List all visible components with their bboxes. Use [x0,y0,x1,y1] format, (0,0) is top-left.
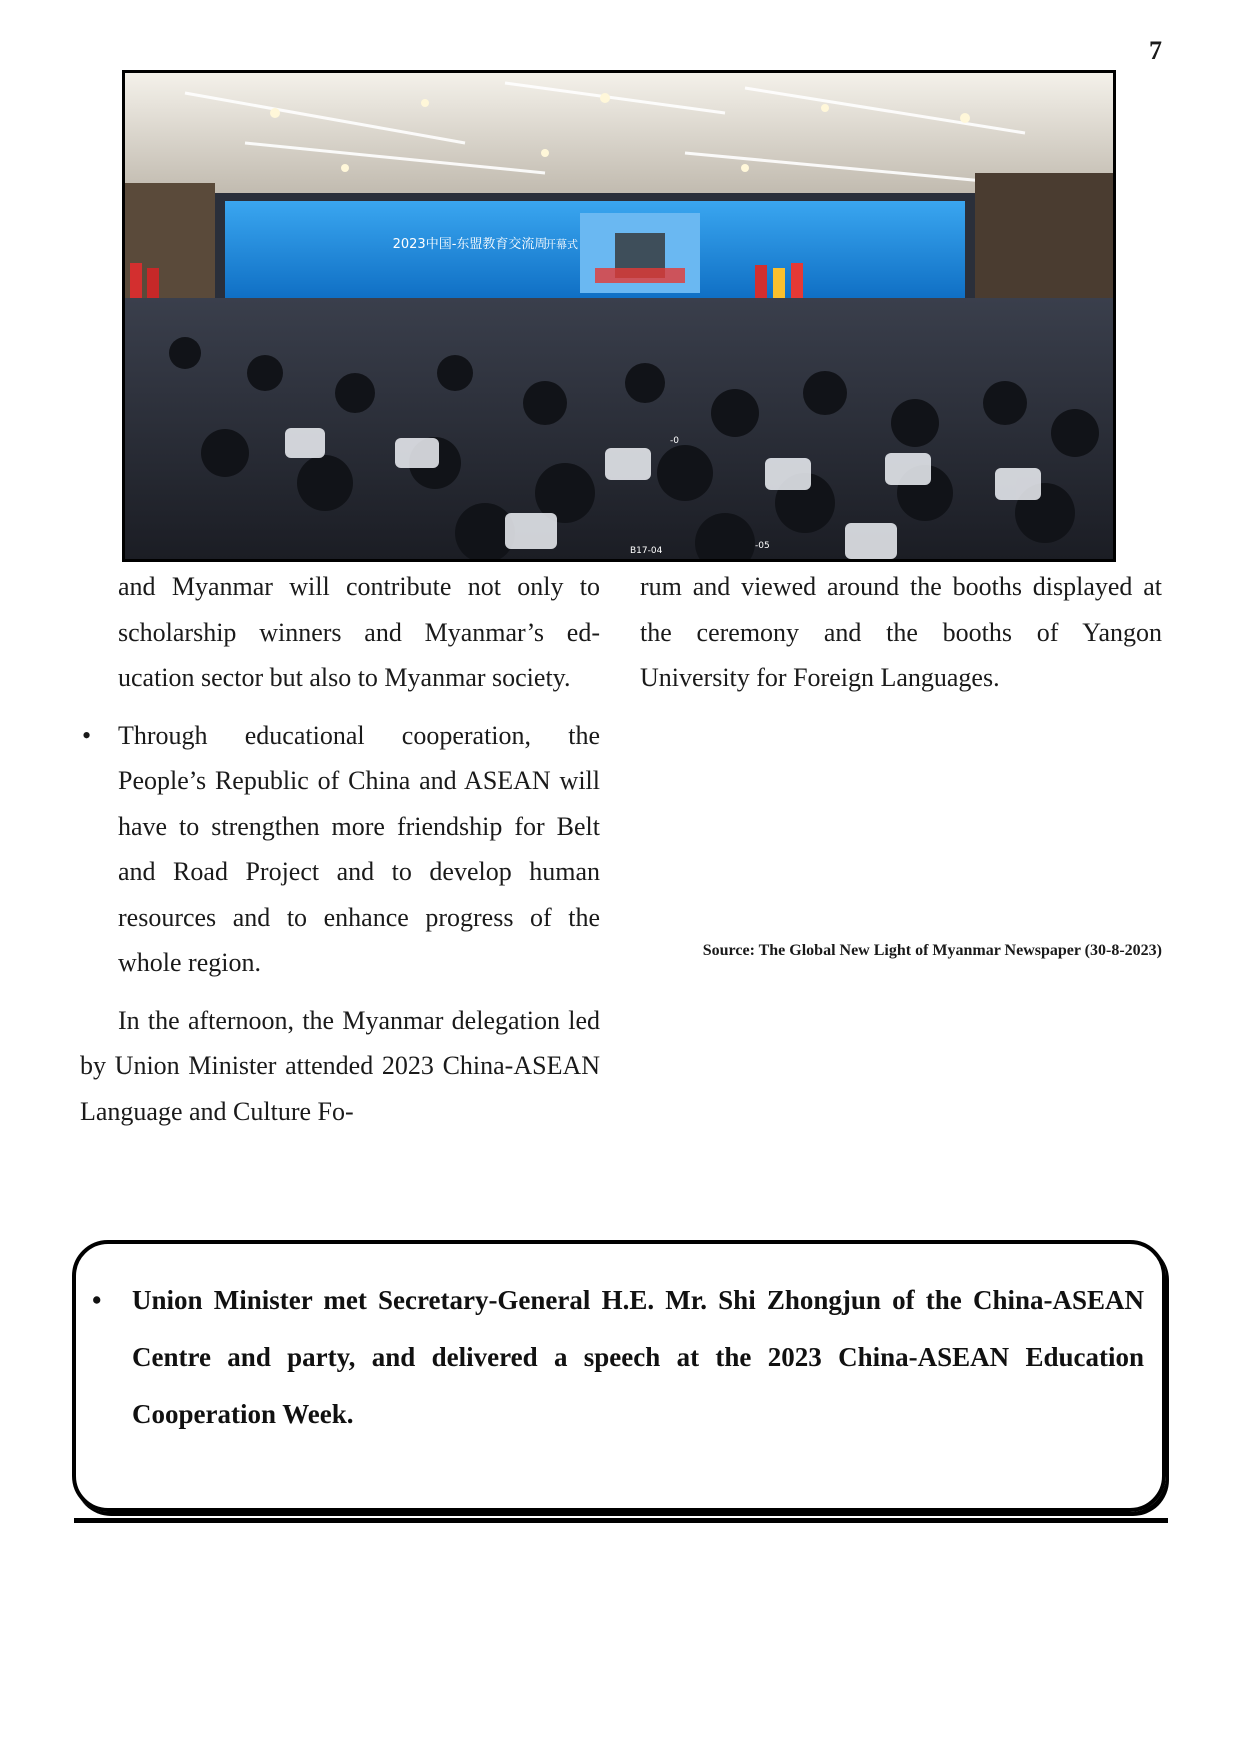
seat-label: -05 [755,541,770,551]
source-citation: Source: The Global New Light of Myanmar Newspaper (30-8-2023) [702,942,1162,959]
screen-subtitle-text: 开幕式 [545,238,578,251]
bullet-icon: • [82,720,92,750]
continued-paragraph: rum and viewed around the booths displayed at the ceremony and the booths of Yangon University for Foreign Languages. [640,572,1162,692]
screen-title-text: 2023中国-东盟教育交流周 [392,237,548,252]
conference-hall-illustration [125,73,1113,559]
highlight-text: Union Minister met Secretary-General H.E. Mr. Shi Zhongjun of the China-ASEAN Centre and party, and delivered a speech at the 2023 China-ASEAN Education Cooperation Week. [132,1285,1144,1429]
left-column [80,564,600,1134]
bullet-icon: • [92,1285,102,1315]
body-paragraph: In the afternoon, the Myanmar delegation led by Union Minister attended 2023 China-ASEAN Language and Culture Fo- [80,1005,600,1126]
horizontal-rule [74,1518,1168,1523]
seat-label: -0 [670,436,679,446]
highlight-box [72,1240,1166,1512]
page-number: 7 [1149,36,1162,65]
right-column [640,564,1162,701]
bullet-item [80,713,600,986]
highlight-text-block [92,1272,1144,1443]
seat-label: B17-04 [630,546,663,556]
continued-paragraph: and Myanmar will contribute not only to scholarship winners and Myanmar’s education sector but also to Myanmar society. [118,572,600,692]
bullet-text: Through educational cooperation, the People’s Republic of China and ASEAN will have to strengthen more friendship for Belt and Road Project and to develop human resources and to enhance progress of the whole region. [118,720,600,977]
conference-photo [122,70,1116,562]
